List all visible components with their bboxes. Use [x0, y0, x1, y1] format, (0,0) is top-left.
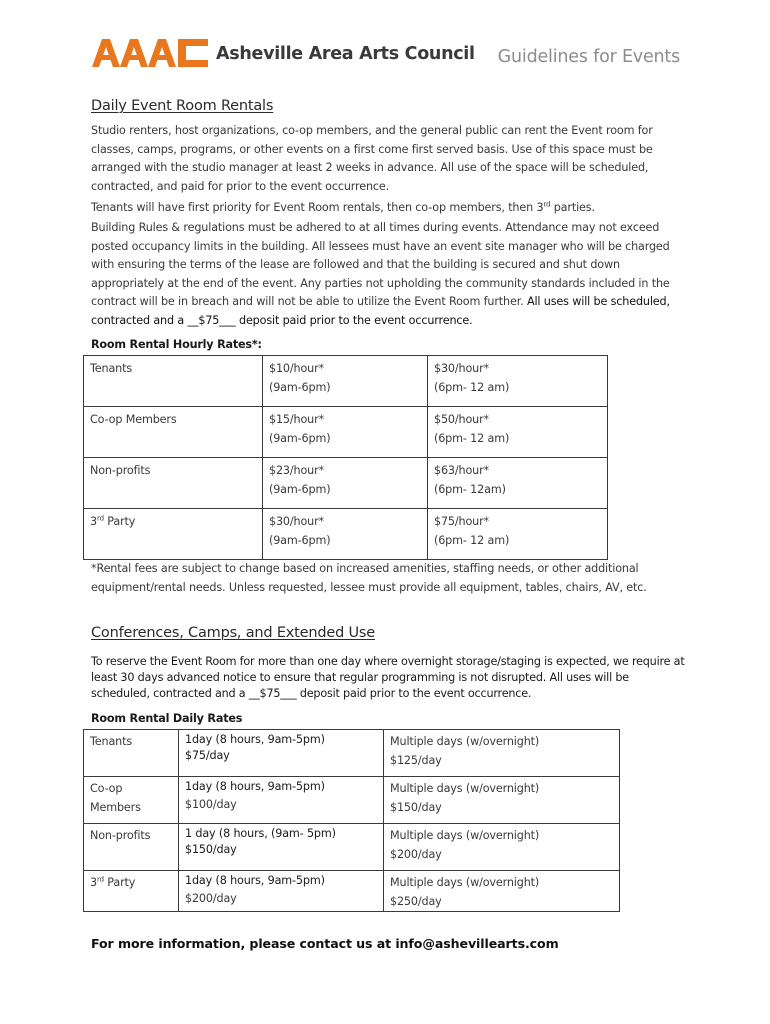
- multi-day-cell: Multiple days (w/overnight) $125/day: [384, 730, 620, 777]
- aaac-logo: [92, 38, 208, 68]
- multi-day-cell: Multiple days (w/overnight) $200/day: [384, 824, 620, 871]
- conferences-paragraph: To reserve the Event Room for more than one day where overnight storage/staging is expected, we require at least 30 days advanced notice to ensure that regular programming is not disrupted. All uses will be scheduled, contracted and a __$75___ deposit paid prior to the event occurrence.: [91, 655, 685, 700]
- rate-category: Tenants: [84, 356, 263, 407]
- table-row: [84, 777, 620, 824]
- night-rate-cell: $63/hour* (6pm- 12am): [428, 458, 608, 509]
- rate-category: Tenants: [84, 730, 179, 777]
- table-row: [84, 407, 608, 458]
- table-row: [84, 730, 620, 777]
- document-title: Guidelines for Events: [497, 47, 680, 67]
- rate-category: Non-profits: [84, 824, 179, 871]
- night-rate-cell: $50/hour* (6pm- 12 am): [428, 407, 608, 458]
- table-row: [84, 871, 620, 912]
- organization-name: Asheville Area Arts Council: [216, 44, 475, 64]
- day-rate-cell: $15/hour* (9am-6pm): [263, 407, 428, 458]
- table-row: [84, 824, 620, 871]
- daily-rates-title: Room Rental Daily Rates: [91, 712, 243, 725]
- daily-rentals-heading: Daily Event Room Rentals: [91, 98, 274, 114]
- daily-intro-paragraph: Studio renters, host organizations, co-op members, and the general public can rent the Event room for classes, camps, programs, or other events on a first come first served basis. Use of this space must be arranged with the studio manager at least 2 weeks in advance. All use of the space will be scheduled, contracted, and paid for prior to the event occurrence.: [91, 124, 653, 193]
- rate-category: 3rd Party: [84, 509, 263, 560]
- rate-category: Non-profits: [84, 458, 263, 509]
- rules-paragraph: Building Rules & regulations must be adhered to at all times during events. Attendance may not exceed posted occupancy limits in the building. All lessees must have an event site manager who will be charged with ensuring the terms of the lease are followed and that the building is secured and shut down appropriately at the end of the event. Any parties not upholding the community standards included in the contract will be in breach and will not be able to utilize the Event Room further. All uses will be scheduled, contracted and a __$75___ deposit paid prior to the event occurrence.: [91, 221, 670, 327]
- hourly-rates-title: Room Rental Hourly Rates*:: [91, 338, 262, 351]
- one-day-cell: 1day (8 hours, 9am-5pm) $100/day: [179, 777, 384, 824]
- rental-fee-footnote: *Rental fees are subject to change based on increased amenities, staffing needs, or other additional equipment/rental needs. Unless requested, lessee must provide all equipment, tables, chairs, AV, etc.: [91, 562, 647, 594]
- one-day-cell: 1day (8 hours, 9am-5pm) $200/day: [179, 871, 384, 912]
- rate-category: 3rd Party: [84, 871, 179, 912]
- rate-category: Co-op Members: [84, 407, 263, 458]
- multi-day-cell: Multiple days (w/overnight) $150/day: [384, 777, 620, 824]
- hourly-rates-table: [83, 355, 608, 560]
- table-row: [84, 509, 608, 560]
- daily-rates-table: [83, 729, 620, 912]
- priority-paragraph: Tenants will have first priority for Event Room rentals, then co-op members, then 3rd parties.: [91, 200, 595, 214]
- night-rate-cell: $75/hour* (6pm- 12 am): [428, 509, 608, 560]
- multi-day-cell: Multiple days (w/overnight) $250/day: [384, 871, 620, 912]
- day-rate-cell: $23/hour* (9am-6pm): [263, 458, 428, 509]
- table-row: [84, 458, 608, 509]
- day-rate-cell: $30/hour* (9am-6pm): [263, 509, 428, 560]
- day-rate-cell: $10/hour* (9am-6pm): [263, 356, 428, 407]
- table-row: [84, 356, 608, 407]
- contact-info: For more information, please contact us at info@ashevillearts.com: [91, 936, 559, 951]
- night-rate-cell: $30/hour* (6pm- 12 am): [428, 356, 608, 407]
- rate-category: Co-op Members: [84, 777, 179, 824]
- conferences-heading: Conferences, Camps, and Extended Use: [91, 625, 375, 641]
- one-day-cell: 1day (8 hours, 9am-5pm) $75/day: [179, 730, 384, 777]
- aaac-logo-mark: [92, 38, 208, 68]
- one-day-cell: 1 day (8 hours, (9am- 5pm) $150/day: [179, 824, 384, 871]
